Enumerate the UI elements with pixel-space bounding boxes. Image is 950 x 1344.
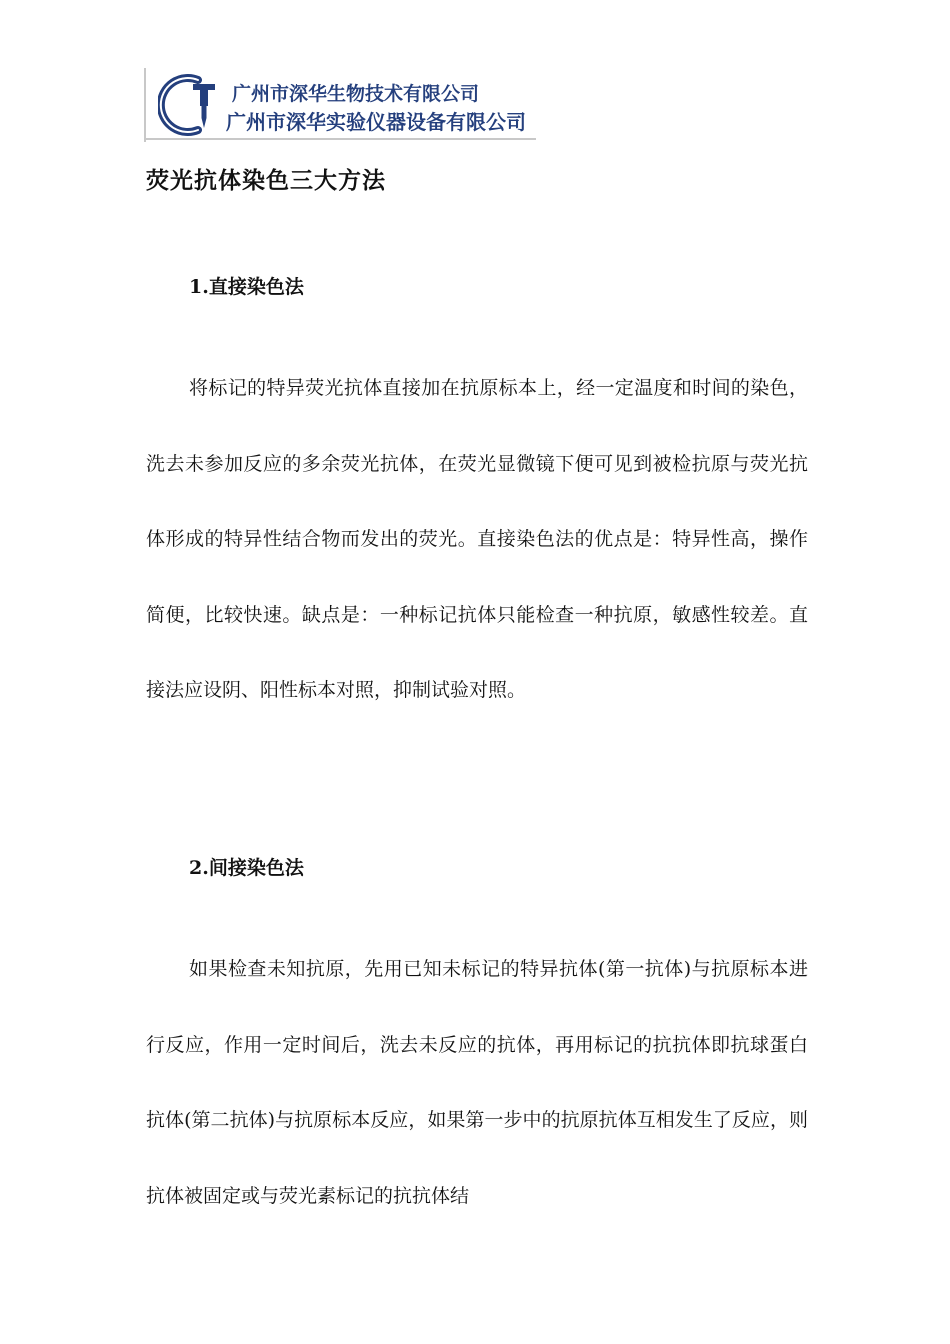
- section-heading-direct-staining: 1.直接染色法: [189, 276, 304, 298]
- logo-divider-bottom: [144, 138, 536, 140]
- section-heading-indirect-staining: 2.间接染色法: [189, 857, 304, 879]
- section-body-direct-staining: 将标记的特异荧光抗体直接加在抗原标本上，经一定温度和时间的染色，洗去未参加反应的多余荧光抗体，在荧光显微镜下便可见到被检抗原与荧光抗体形成的特异性结合物而发出的荧光。直接染色法的优点是：特异性高，操作简便，比较快速。缺点是：一种标记抗体只能检查一种抗原，敏感性较差。直接法应设阴、阳性标本对照，抑制试验对照。: [146, 377, 808, 701]
- document-title: 荧光抗体染色三大方法: [146, 167, 386, 194]
- pipette-logo-icon: [158, 74, 220, 136]
- company-logo: [144, 68, 536, 142]
- logo-company-name-2: 广州市深华实验仪器设备有限公司: [226, 110, 526, 134]
- logo-company-name-1: 广州市深华生物技术有限公司: [232, 83, 480, 105]
- section-body-indirect-staining: 如果检查未知抗原，先用已知未标记的特异抗体(第一抗体)与抗原标本进行反应，作用一定时间后，洗去未反应的抗体，再用标记的抗抗体即抗球蛋白抗体(第二抗体)与抗原标本反应，如果第一步中的抗原抗体互相发生了反应，则抗体被固定或与荧光素标记的抗抗体结: [146, 958, 808, 1207]
- logo-divider-left: [144, 68, 146, 142]
